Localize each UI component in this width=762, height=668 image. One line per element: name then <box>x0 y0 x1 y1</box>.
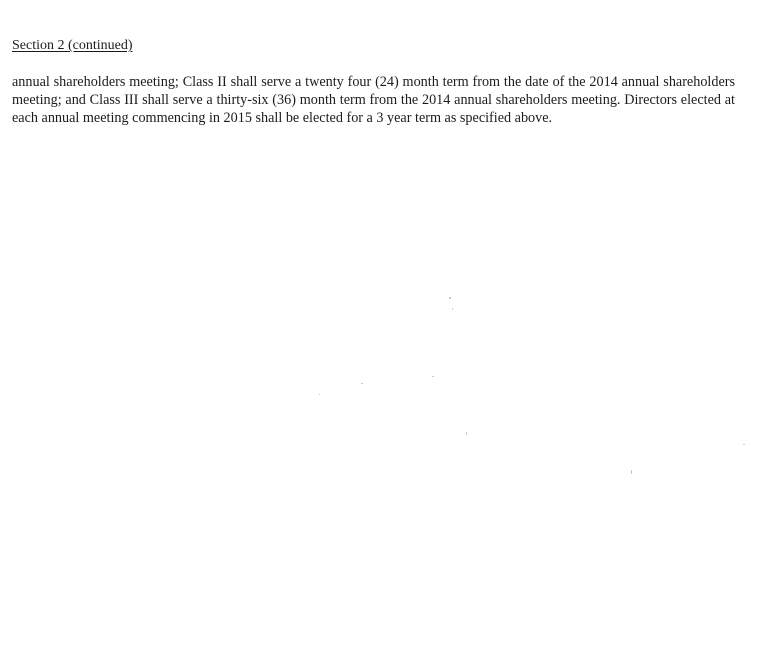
scan-speck <box>466 432 467 435</box>
scan-speck <box>319 394 320 395</box>
scan-speck <box>432 376 434 377</box>
section-heading: Section 2 (continued) <box>12 38 133 53</box>
scan-speck <box>449 297 451 299</box>
scan-speck <box>361 383 363 384</box>
body-paragraph: annual shareholders meeting; Class II shall serve a twenty four (24) month term from the date of the 2014 annual shareholders meeting; and Class III shall serve a thirty-six (36) month term from the 2014 annual shareholders meeting. Directors elected at each annual meeting commencing in 2015 shall be elected for a 3 year term as specified above. <box>12 74 735 126</box>
scan-speck <box>631 470 632 474</box>
scan-speck <box>743 444 745 445</box>
scan-speck <box>452 308 453 310</box>
